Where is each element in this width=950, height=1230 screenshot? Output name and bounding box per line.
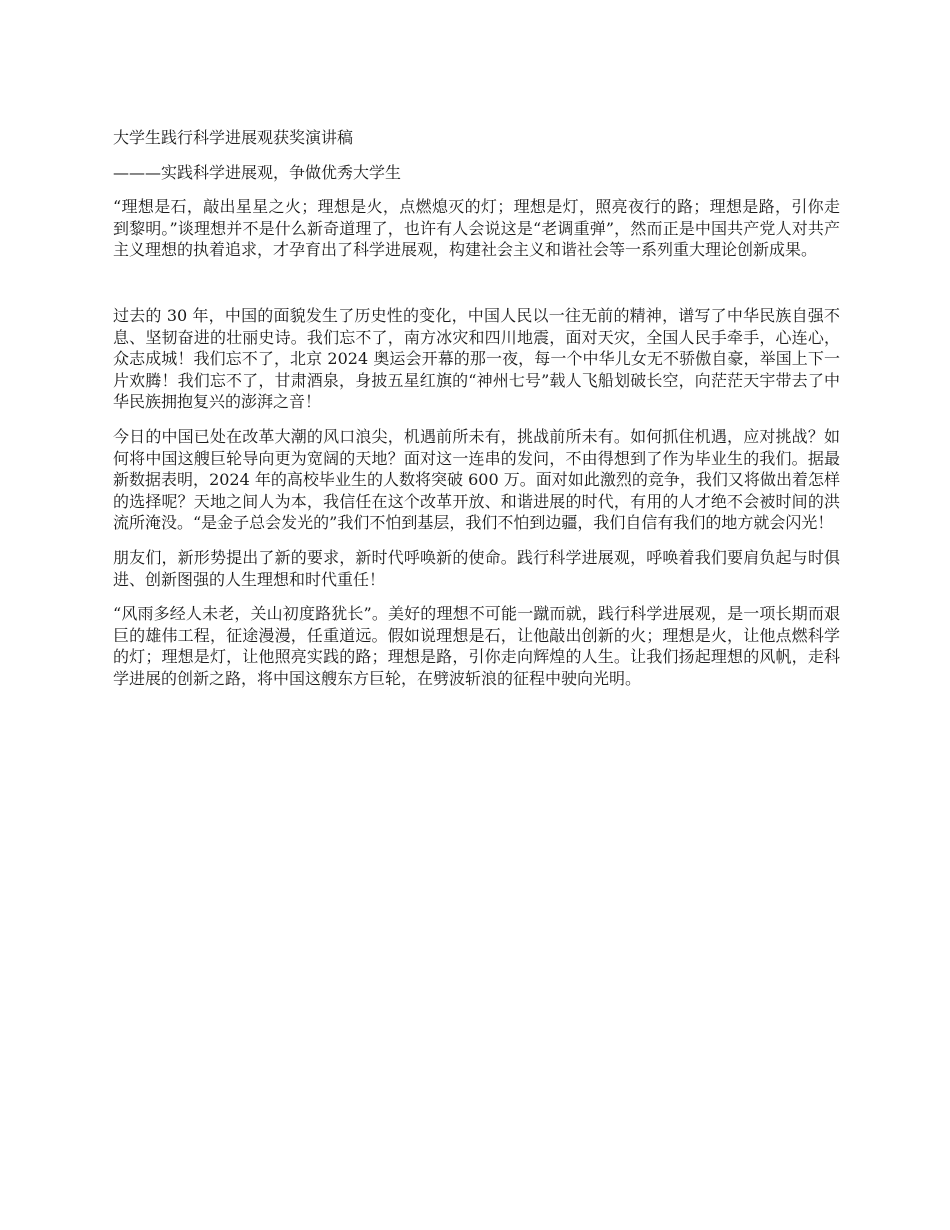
- paragraph-1: “理想是石，敲出星星之火；理想是火，点燃熄灭的灯；理想是灯，照亮夜行的路；理想是路，引你走到黎明。”谈理想并不是什么新奇道理了，也许有人会说这是“老调重弹”，然而正是中国共产党人对共产主义理想的执着追求，才孕育出了科学进展观，构建社会主义和谐社会等一系列重大理论创新成果。: [113, 197, 840, 260]
- document-page: [113, 127, 840, 702]
- paragraph-4: 朋友们，新形势提出了新的要求，新时代呼唤新的使命。践行科学进展观，呼唤着我们要肩负起与时俱进、创新图强的人生理想和时代重任！: [113, 547, 840, 589]
- paragraph-5: “风雨多经人未老，关山初度路犹长”。美好的理想不可能一蹴而就，践行科学进展观，是一项长期而艰巨的雄伟工程，征途漫漫，任重道远。假如说理想是石，让他敲出创新的火；理想是火，让他点燃科学的灯；理想是灯，让他照亮实践的路；理想是路，引你走向辉煌的人生。让我们扬起理想的风帆，走科学进展的创新之路，将中国这艘东方巨轮，在劈波斩浪的征程中驶向光明。: [113, 604, 840, 688]
- paragraph-gap: [113, 274, 840, 305]
- document-title: 大学生践行科学进展观获奖演讲稿: [113, 128, 354, 147]
- paragraph-3: 今日的中国已处在改革大潮的风口浪尖，机遇前所未有，挑战前所未有。如何抓住机遇，应对挑战？如何将中国这艘巨轮导向更为宽阔的天地？面对这一连串的发问，不由得想到了作为毕业生的我们。据最新数据表明，2024 年的高校毕业生的人数将突破 600 万。面对如此激烈的竞争，我们又将做出着怎样的选择呢？天地之间人为本，我信任在这个改革开放、和谐进展的时代，有用的人才绝不会被时间的洪流所淹没。“是金子总会发光的”我们不怕到基层，我们不怕到边疆，我们自信有我们的地方就会闪光！: [113, 426, 840, 533]
- paragraph-2: 过去的 30 年，中国的面貌发生了历史性的变化，中国人民以一往无前的精神，谱写了中华民族自强不息、坚韧奋进的壮丽史诗。我们忘不了，南方冰灾和四川地震，面对天灾，全国人民手牵手，心连心，众志成城！我们忘不了，北京 2024 奥运会开幕的那一夜，每一个中华儿女无不骄傲自豪，举国上下一片欢腾！我们忘不了，甘肃酒泉，身披五星红旗的“神州七号”载人飞船划破长空，向茫茫天宇带去了中华民族拥抱复兴的澎湃之音！: [113, 305, 840, 412]
- document-subtitle: ———实践科学进展观，争做优秀大学生: [113, 162, 402, 182]
